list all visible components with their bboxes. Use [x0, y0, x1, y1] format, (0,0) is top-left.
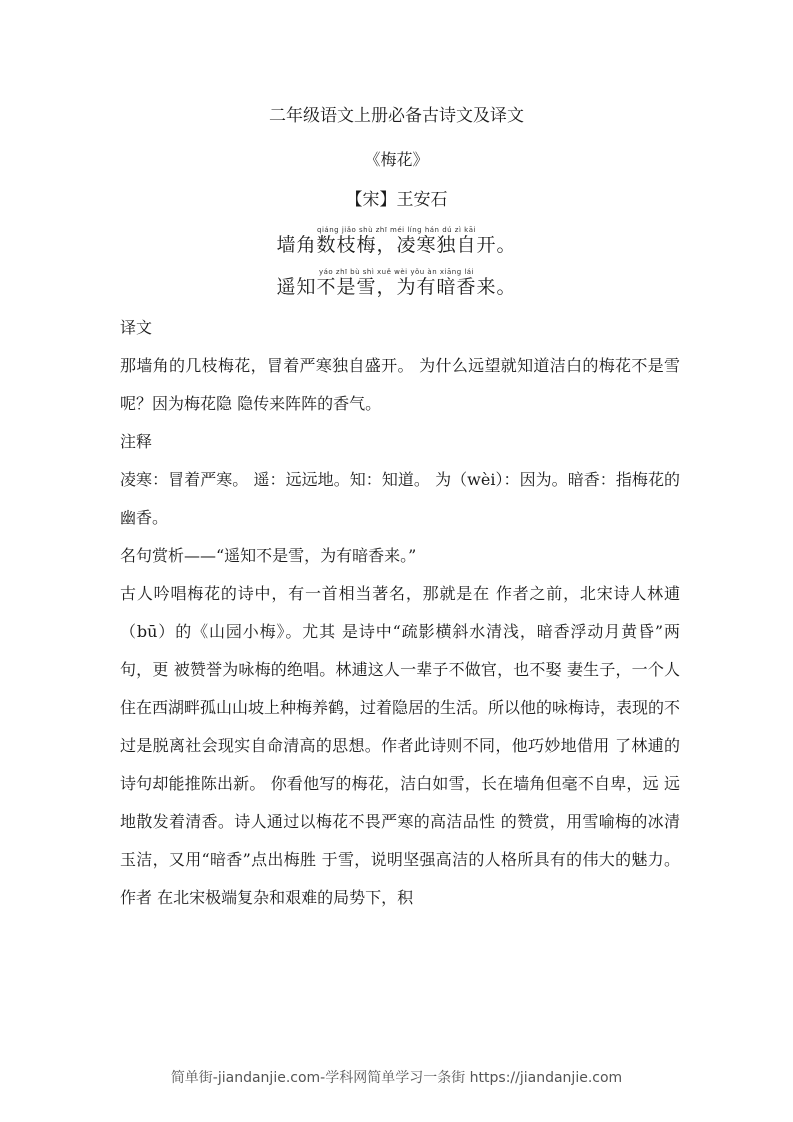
poem-title: 《梅花》: [364, 150, 429, 169]
footer-watermark: 简单街-jiandanjie.com-学科网简单学习一条街 https://jiandanjie.com: [170, 1070, 623, 1086]
appreciation-paragraph: 古人吟唱梅花的诗中，有一首相当著名，那就是在 作者之前，北宋诗人林逋（bū）的《山园小梅》。尤其 是诗中“疏影横斜水清浅，暗香浮动月黄昏”两句，更 被赞誉为咏梅的绝唱。林逋这人一辈子不做官，也不娶 妻生子，一个人住在西湖畔孤山山坡上种梅养鹤，过着隐居的生活。所以他的咏梅诗，表现的不过是脱离社会现实自命清高的思想。作者此诗则不同，他巧妙地借用 了林逋的诗句却能推陈出新。 你看他写的梅花，洁白如雪，长在墙角但毫不自卑，远 远地散发着清香。诗人通过以梅花不畏严寒的高洁品性 的赞赏，用雪喻梅的冰清玉洁，又用“暗香”点出梅胜 于雪，说明坚强高洁的人格所具有的伟大的魅力。作者 在北宋极端复杂和艰难的局势下，积: [120, 584, 681, 907]
poem-author: 【宋】王安石: [345, 190, 448, 210]
verse-2: 遥知不是雪，为有暗香来。: [276, 276, 517, 298]
verse-1-pinyin: qiáng jiǎo shù zhī méi líng hán dú zì kāi: [317, 226, 476, 234]
notes-paragraph: 凌寒：冒着严寒。 遥：远远地。知：知道。 为（wèi）：因为。暗香：指梅花的幽香。: [120, 470, 680, 527]
appreciation-heading: 名句赏析——“遥知不是雪，为有暗香来。”: [120, 546, 417, 565]
notes-heading: 注释: [120, 432, 153, 451]
translation-paragraph: 那墙角的几枝梅花，冒着严寒独自盛开。 为什么远望就知道洁白的梅花不是雪呢？因为梅花隐 隐传来阵阵的香气。: [120, 356, 680, 413]
body-text: [120, 309, 680, 917]
translation-heading: 译文: [120, 318, 153, 337]
verse-2-pinyin: yáo zhī bù shì xuě wèi yǒu àn xiāng lái: [318, 268, 475, 276]
document-title: 二年级语文上册必备古诗文及译文: [269, 106, 524, 126]
verse-1: 墙角数枝梅，凌寒独自开。: [276, 234, 517, 256]
